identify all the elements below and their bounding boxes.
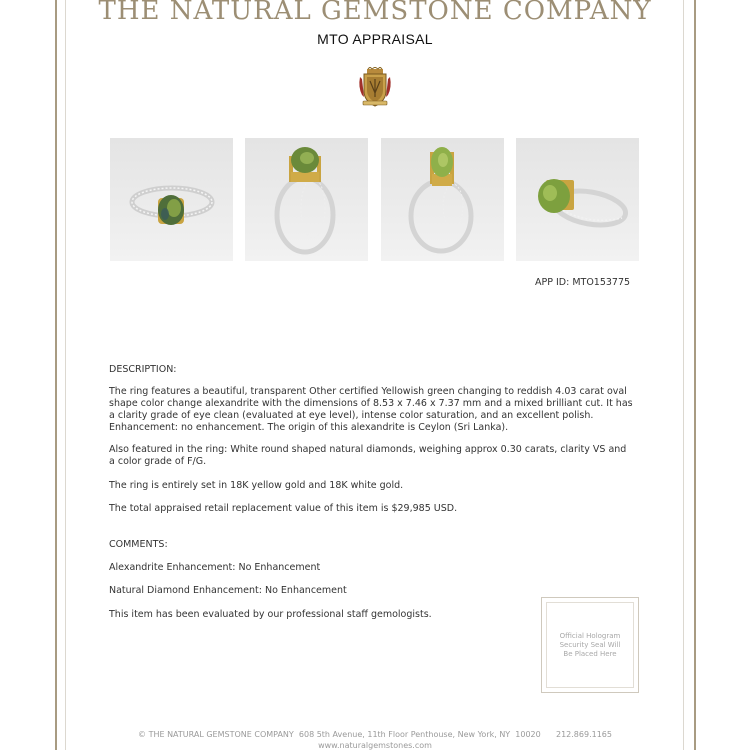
company-name: THE NATURAL GEMSTONE COMPANY	[98, 0, 652, 26]
comment-alexandrite-enhancement: Alexandrite Enhancement: No Enhancement	[109, 562, 321, 573]
comment-evaluation: This item has been evaluated by our professional staff gemologists.	[109, 609, 432, 620]
seal-line-1: Official Hologram	[559, 632, 621, 640]
hologram-seal-placeholder	[541, 597, 639, 693]
photo-ring-top-view[interactable]	[110, 138, 233, 261]
description-paragraph-metal: The ring is entirely set in 18K yellow gold and 18K white gold.	[109, 480, 404, 491]
seal-text	[542, 632, 638, 659]
photo-ring-front-view[interactable]	[245, 138, 368, 261]
photo-ring-angle-view[interactable]	[516, 138, 639, 261]
description-label: DESCRIPTION:	[109, 364, 177, 375]
seal-line-3: Be Placed Here	[563, 650, 617, 658]
seal-line-2: Security Seal Will	[559, 641, 621, 649]
comment-diamond-enhancement: Natural Diamond Enhancement: No Enhancement	[109, 585, 347, 596]
description-paragraph-value: The total appraised retail replacement value of this item is $29,985 USD.	[109, 503, 458, 514]
comments-label: COMMENTS:	[109, 539, 168, 550]
app-id: APP ID: MTO153775	[535, 277, 631, 288]
frame-inner-right	[683, 0, 684, 750]
frame-outer-left	[55, 0, 57, 750]
footer-website[interactable]: www.naturalgemstones.com	[318, 741, 432, 750]
document-title: MTO APPRAISAL	[317, 31, 433, 47]
description-paragraph-diamonds: Also featured in the ring: White round shaped natural diamonds, weighing approx 0.30 carats, clarity VS and a color grade of F/G.	[109, 444, 627, 467]
frame-outer-right	[694, 0, 696, 750]
footer-address: © THE NATURAL GEMSTONE COMPANY 608 5th Avenue, 11th Floor Penthouse, New York, NY 10020 212.869.1165	[138, 730, 612, 739]
crest-logo-icon	[358, 67, 392, 109]
description-paragraph-main: The ring features a beautiful, transparent Other certified Yellowish green changing to reddish 4.03 carat oval shape color change alexandrite with the dimensions of 8.53 x 7.46 x 7.37 mm and a mixed brilliant cut. It has a clarity grade of eye clean (evaluated at eye level), intense color saturation, and an excellent polish. Enhancement: no enhancement. The origin of this alexandrite is Ceylon (Sri Lanka).	[109, 386, 633, 433]
frame-inner-left	[65, 0, 66, 750]
photo-ring-side-view[interactable]	[381, 138, 504, 261]
